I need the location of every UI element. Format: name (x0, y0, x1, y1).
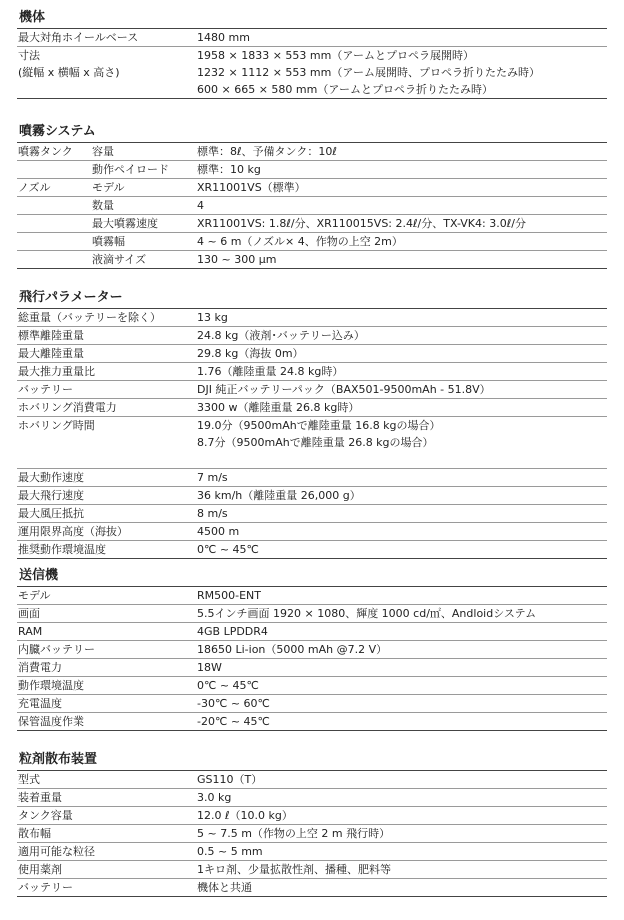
spec-label (18, 179, 51, 196)
spec-label (18, 605, 40, 622)
spec-value (197, 161, 261, 178)
spec-value-line: 0℃ ~ 45℃ (197, 543, 259, 556)
spec-label-text: 装着重量 (18, 791, 62, 804)
spec-value (197, 469, 228, 486)
spec-table (17, 771, 607, 897)
spec-row (17, 641, 607, 659)
spec-value (197, 695, 270, 712)
spec-value-line: 19.0分（9500mAhで離陸重量 16.8 kgの場合） (197, 419, 441, 432)
spec-label-text: 標準離陸重量 (18, 329, 84, 342)
spec-value-line: 24.8 kg（液剤･バッテリー込み） (197, 329, 365, 342)
spec-row (17, 695, 607, 713)
spec-label-text: 保管温度作業 (18, 715, 84, 728)
spec-row (17, 469, 607, 487)
spec-label-text: 総重量（バッテリーを除く） (18, 311, 161, 324)
spec-value-line: -30℃ ~ 60℃ (197, 697, 270, 710)
spec-value-line: 5 ~ 7.5 m（作物の上空 2 m 飛行時） (197, 827, 391, 840)
spec-row (17, 789, 607, 807)
spec-label (18, 695, 62, 712)
spec-label (18, 623, 42, 640)
spec-label (18, 861, 62, 878)
spec-label (18, 825, 51, 842)
spec-sublabel: 最大噴霧速度 (92, 217, 158, 230)
spec-table (17, 143, 607, 269)
spec-value (197, 29, 250, 46)
spec-label (18, 309, 161, 326)
spec-row (17, 251, 607, 269)
spec-value-line: -20℃ ~ 45℃ (197, 715, 270, 728)
spec-value-line: 4 ~ 6 m（ノズル× 4、作物の上空 2m） (197, 235, 403, 248)
spec-label-text: 寸法 (18, 49, 40, 62)
spec-label (18, 505, 84, 522)
spec-label-text: ノズル (18, 181, 51, 194)
spec-label-text: 内臓バッテリー (18, 643, 95, 656)
spec-label-text: 画面 (18, 607, 40, 620)
spec-value (197, 641, 387, 658)
spec-label-text: バッテリー (18, 881, 73, 894)
spec-row (17, 417, 607, 469)
spec-value-line: 標準：10 kg (197, 163, 261, 176)
section-title: 送信機 (17, 566, 607, 587)
spec-label-text: 使用薬剤 (18, 863, 62, 876)
spec-row (17, 825, 607, 843)
spec-value-line: 130 ~ 300 μm (197, 253, 277, 266)
spec-row (17, 47, 607, 99)
spec-value-line: 13 kg (197, 311, 228, 324)
spec-value-line: 12.0 ℓ（10.0 kg） (197, 809, 293, 822)
spec-value-line: 600 × 665 × 580 mm（アームとプロペラ折りたたみ時） (197, 83, 494, 96)
spec-value (197, 505, 228, 522)
spec-row (17, 399, 607, 417)
spec-value-line: 4500 m (197, 525, 240, 538)
section-title: 機体 (17, 8, 607, 29)
spec-label (18, 771, 40, 788)
spec-label (18, 29, 138, 46)
spec-value (197, 825, 390, 842)
spec-table (17, 29, 607, 99)
spec-row (17, 843, 607, 861)
spec-label-text: 充電温度 (18, 697, 62, 710)
spec-value (197, 771, 262, 788)
spec-value-line: 5.5インチ画面 1920 × 1080、輝度 1000 cd/㎡、Andloidシステム (197, 607, 537, 620)
spec-value-line: 8.7分（9500mAhで離陸重量 26.8 kgの場合） (197, 436, 434, 449)
spec-row (17, 713, 607, 731)
section-1 (17, 122, 607, 269)
spec-sublabel: 動作ペイロード (92, 163, 169, 176)
spec-row (17, 623, 607, 641)
spec-row (17, 879, 607, 897)
spec-value (197, 47, 540, 98)
spec-row (17, 381, 607, 399)
spec-value-line: 3300 w（離陸重量 26.8 kg時） (197, 401, 360, 414)
spec-value (197, 789, 231, 806)
spec-label-text: 最大推力重量比 (18, 365, 95, 378)
spec-value-line: 0.5 ~ 5 mm (197, 845, 263, 858)
spec-row (17, 659, 607, 677)
spec-value (197, 143, 337, 160)
spec-value (197, 381, 491, 398)
spec-label (18, 843, 95, 860)
spec-value-line: DJI 純正バッテリーパック（BAX501-9500mAh - 51.8V） (197, 383, 491, 396)
spec-row (17, 161, 607, 179)
spec-label-text: 最大飛行速度 (18, 489, 84, 502)
spec-label (18, 641, 95, 658)
spec-row (17, 345, 607, 363)
spec-label-text: 適用可能な粒径 (18, 845, 95, 858)
spec-row (17, 807, 607, 825)
spec-value (197, 233, 403, 250)
spec-value (197, 363, 343, 380)
spec-label (18, 399, 117, 416)
spec-value (197, 309, 228, 326)
spec-value-line: 1キロ剤、少量拡散性剤、播種、肥料等 (197, 863, 391, 876)
spec-value (197, 605, 536, 622)
spec-value (197, 179, 306, 196)
spec-label-text: 最大動作速度 (18, 471, 84, 484)
spec-label (18, 713, 84, 730)
spec-sublabel: 噴霧幅 (92, 235, 125, 248)
spec-label-text: 推奨動作環境温度 (18, 543, 106, 556)
spec-value (197, 327, 365, 344)
spec-sublabel: 数量 (92, 199, 114, 212)
spec-value (197, 587, 261, 604)
spec-value-line: 7 m/s (197, 471, 228, 484)
section-title: 粒剤散布装置 (17, 750, 607, 771)
spec-label-text: 型式 (18, 773, 40, 786)
spec-value-line: 1958 × 1833 × 553 mm（アームとプロペラ展開時） (197, 49, 475, 62)
spec-row (17, 327, 607, 345)
spec-label (18, 327, 84, 344)
section-0 (17, 8, 607, 99)
spec-label-text: 最大風圧抵抗 (18, 507, 84, 520)
spec-value (197, 659, 222, 676)
spec-label-text: 消費電力 (18, 661, 62, 674)
spec-table (17, 309, 607, 559)
spec-value-line: 18650 Li-ion（5000 mAh @7.2 V） (197, 643, 388, 656)
spec-row (17, 677, 607, 695)
spec-value (197, 487, 361, 504)
spec-label-text: バッテリー (18, 383, 73, 396)
spec-value (197, 399, 359, 416)
spec-value-line: 18W (197, 661, 222, 674)
spec-label-note: (縦幅 x 横幅 x 高さ) (18, 66, 120, 79)
spec-row (17, 309, 607, 327)
spec-value-line: 標準：8ℓ、予備タンク：10ℓ (197, 145, 337, 158)
spec-value (197, 879, 252, 896)
spec-value-line: XR11001VS: 1.8ℓ/分、XR110015VS: 2.4ℓ/分、TX-VK4: 3.0ℓ/分 (197, 217, 526, 230)
spec-value-line: 機体と共通 (197, 881, 252, 894)
spec-row (17, 179, 607, 197)
spec-row (17, 487, 607, 505)
spec-label (18, 363, 95, 380)
spec-value-line: 3.0 kg (197, 791, 232, 804)
spec-row (17, 523, 607, 541)
spec-label-text: 最大対角ホイールベース (18, 31, 139, 44)
spec-label-text: モデル (18, 589, 51, 602)
spec-label-text: 運用限界高度（海抜） (18, 525, 128, 538)
spec-row (17, 233, 607, 251)
section-title: 飛行パラメーター (17, 288, 607, 309)
spec-value-line: 29.8 kg（海抜 0m） (197, 347, 304, 360)
spec-row (17, 505, 607, 523)
spec-label-text: RAM (18, 625, 43, 638)
spec-value-line: 1480 mm (197, 31, 250, 44)
spec-label (18, 417, 95, 434)
spec-value (197, 251, 276, 268)
spec-label-text: 動作環境温度 (18, 679, 84, 692)
spec-value-line: RM500-ENT (197, 589, 261, 602)
spec-value (197, 713, 270, 730)
spec-label-text: 最大離陸重量 (18, 347, 84, 360)
spec-row (17, 605, 607, 623)
spec-value-line: 1.76（離陸重量 24.8 kg時） (197, 365, 344, 378)
spec-sublabel: 容量 (92, 145, 114, 158)
spec-row (17, 861, 607, 879)
spec-row (17, 541, 607, 559)
spec-sublabel: モデル (92, 181, 125, 194)
spec-value-line: 36 km/h（離陸重量 26,000 g） (197, 489, 361, 502)
spec-value (197, 197, 204, 214)
spec-label-text: 散布幅 (18, 827, 51, 840)
spec-row (17, 29, 607, 47)
spec-label (18, 807, 73, 824)
spec-value (197, 843, 263, 860)
spec-label-text: タンク容量 (18, 809, 73, 822)
spec-value (197, 541, 259, 558)
spec-label-text: 噴霧タンク (18, 145, 73, 158)
spec-label (18, 381, 73, 398)
spec-label (18, 47, 120, 81)
spec-row (17, 587, 607, 605)
spec-value (197, 807, 293, 824)
spec-label (18, 677, 84, 694)
spec-row (17, 363, 607, 381)
spec-sublabel: 液滴サイズ (92, 253, 147, 266)
spec-label (18, 487, 84, 504)
spec-row (17, 215, 607, 233)
spec-row (17, 771, 607, 789)
spec-value-line: 4GB LPDDR4 (197, 625, 268, 638)
section-3 (17, 566, 607, 731)
spec-value (197, 345, 304, 362)
spec-value (197, 861, 391, 878)
spec-label (18, 789, 62, 806)
spec-label (18, 879, 73, 896)
section-4 (17, 750, 607, 897)
spec-value (197, 523, 239, 540)
spec-value-line: 0℃ ~ 45℃ (197, 679, 259, 692)
spec-label (18, 541, 106, 558)
spec-row (17, 197, 607, 215)
spec-value-line: 4 (197, 199, 204, 212)
section-title: 噴霧システム (17, 122, 607, 143)
spec-label-text: ホバリング消費電力 (18, 401, 117, 414)
spec-value (197, 677, 259, 694)
spec-value (197, 417, 441, 451)
spec-row (17, 143, 607, 161)
spec-label-text: ホバリング時間 (18, 419, 95, 432)
spec-label (18, 143, 73, 160)
spec-value-line: XR11001VS（標準） (197, 181, 306, 194)
spec-label (18, 523, 128, 540)
spec-value-line: 8 m/s (197, 507, 228, 520)
spec-value (197, 215, 526, 232)
section-2 (17, 288, 607, 559)
spec-label (18, 345, 84, 362)
spec-value-line: 1232 × 1112 × 553 mm（アーム展開時、プロペラ折りたたみ時） (197, 66, 540, 79)
spec-value (197, 623, 268, 640)
spec-value-line: GS110（T） (197, 773, 263, 786)
spec-table (17, 587, 607, 731)
spec-label (18, 587, 50, 604)
spec-label (18, 469, 84, 486)
spec-label (18, 659, 62, 676)
